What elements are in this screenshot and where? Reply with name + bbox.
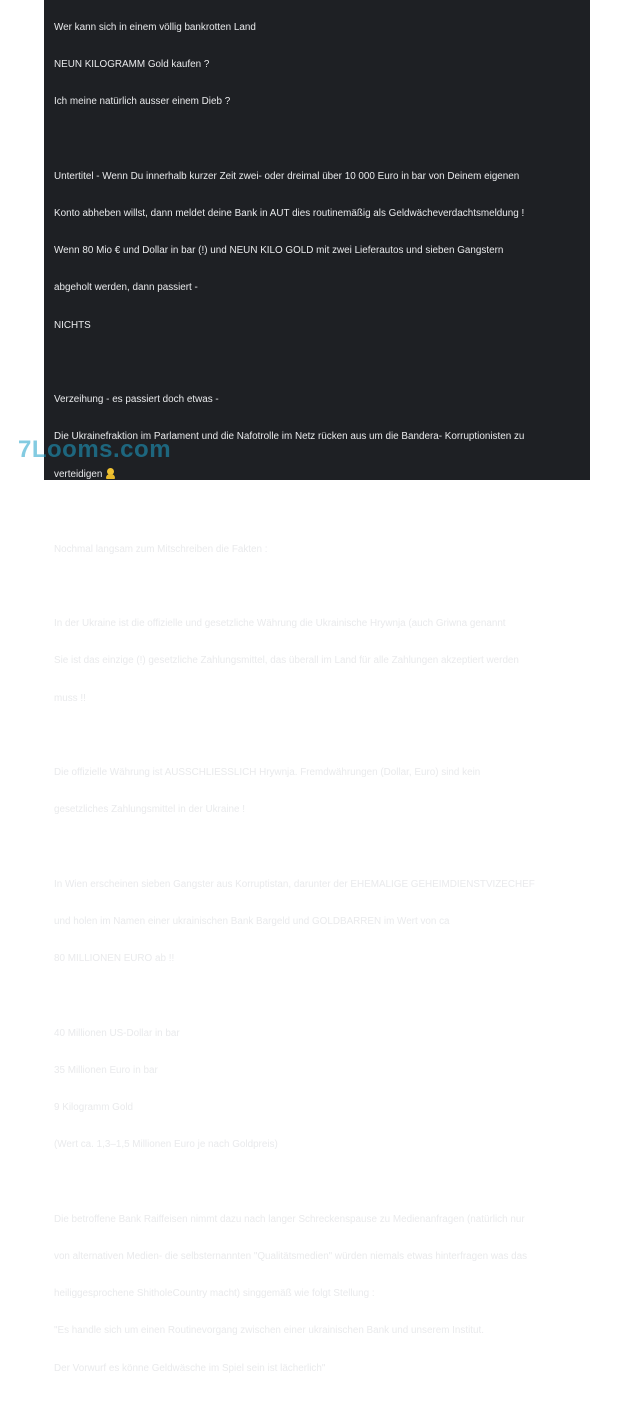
- message-line: NEUN KILOGRAMM Gold kaufen ?: [54, 59, 210, 71]
- message-line: muss !!: [54, 692, 86, 704]
- message-line: Der Vorwurf es könne Geldwäsche im Spiel sein ist lächerlich": [54, 1362, 326, 1374]
- message-line: Ich meine natürlich ausser einem Dieb ?: [54, 96, 231, 108]
- message-line: Nochmal langsam zum Mitschreiben die Fakten :: [54, 543, 268, 555]
- paragraph-wien: [54, 854, 582, 990]
- message-line: (Wert ca. 1,3–1,5 Millionen Euro je nach Goldpreis): [54, 1139, 278, 1151]
- watermark-logo: 7Looms.com: [18, 436, 172, 463]
- paragraph-fakten-heading: [54, 519, 582, 581]
- message-line: 80 MILLIONEN EURO ab !!: [54, 953, 175, 965]
- message-line: 35 Millionen Euro in bar: [54, 1064, 158, 1076]
- message-line: Verzeihung - es passiert doch etwas -: [54, 393, 219, 405]
- message-line: abgeholt werden, dann passiert -: [54, 282, 198, 294]
- message-line: Die Ukrainefraktion im Parlament und die Nafotrolle im Netz rücken aus um die Bandera- Korruptionisten zu: [54, 431, 525, 443]
- paragraph-waehrung: [54, 593, 582, 729]
- message-line: Wenn 80 Mio € und Dollar in bar (!) und NEUN KILO GOLD mit zwei Lieferautos und sieben Gangstern: [54, 245, 504, 257]
- message-line: Konto abheben willst, dann meldet deine Bank in AUT dies routinemäßig als Geldwächeverdachtsmeldung !: [54, 207, 525, 219]
- message-line: Die betroffene Bank Raiffeisen nimmt dazu nach langer Schreckenspause zu Medienanfragen (natürlich nur: [54, 1213, 525, 1225]
- person-raising-hand-icon: [105, 468, 116, 479]
- message-line: [54, 468, 582, 481]
- paragraph-verzeihung: [54, 369, 582, 506]
- paragraph-raiffeisen: [54, 1189, 582, 1400]
- paragraph-intro: [54, 0, 582, 133]
- message-line: gesetzliches Zahlungsmittel in der Ukraine !: [54, 804, 246, 816]
- message-line: Untertitel - Wenn Du innerhalb kurzer Zeit zwei- oder dreimal über 10 000 Euro in bar von Deinem eigenen: [54, 170, 520, 182]
- message-line: Sie ist das einzige (!) gesetzliche Zahlungsmittel, das überall im Land für alle Zahlungen akzeptiert werden: [54, 655, 519, 667]
- message-line: Die offizielle Währung ist AUSSCHLIESSLICH Hrywnja. Fremdwährungen (Dollar, Euro) sind kein: [54, 767, 481, 779]
- message-body: [54, 0, 582, 1412]
- message-line: Wer kann sich in einem völlig bankrotten Land: [54, 21, 256, 33]
- message-line: und holen im Namen einer ukrainischen Bank Bargeld und GOLDBARREN im Wert von ca: [54, 915, 450, 927]
- paragraph-untertitel: [54, 146, 582, 357]
- message-line-text: verteidigen: [54, 469, 103, 481]
- message-line: NICHTS: [54, 319, 91, 331]
- message-card: [44, 0, 590, 1374]
- message-line: 9 Kilogramm Gold: [54, 1102, 134, 1114]
- message-line: "Es handle sich um einen Routinevorgang zwischen einer ukrainischen Bank und unserem Institut.: [54, 1325, 485, 1337]
- paragraph-summen: [54, 1003, 582, 1177]
- message-line: In Wien erscheinen sieben Gangster aus Korruptistan, darunter der EHEMALIGE GEHEIMDIENSTVIZECHEF: [54, 878, 535, 890]
- paragraph-offizielle-waehrung: [54, 742, 582, 841]
- message-line: heiliggesprochene ShitholeCountry macht) singgemäß wie folgt Stellung :: [54, 1288, 375, 1300]
- message-line: In der Ukraine ist die offizielle und gesetzliche Währung die Ukrainische Hrywnja (auch Griwna genannt: [54, 618, 506, 630]
- message-line: 40 Millionen US-Dollar in bar: [54, 1027, 180, 1039]
- message-line: von alternativen Medien- die selbsternannten "Qualitätsmedien" würden niemals etwas hinterfragen was das: [54, 1250, 528, 1262]
